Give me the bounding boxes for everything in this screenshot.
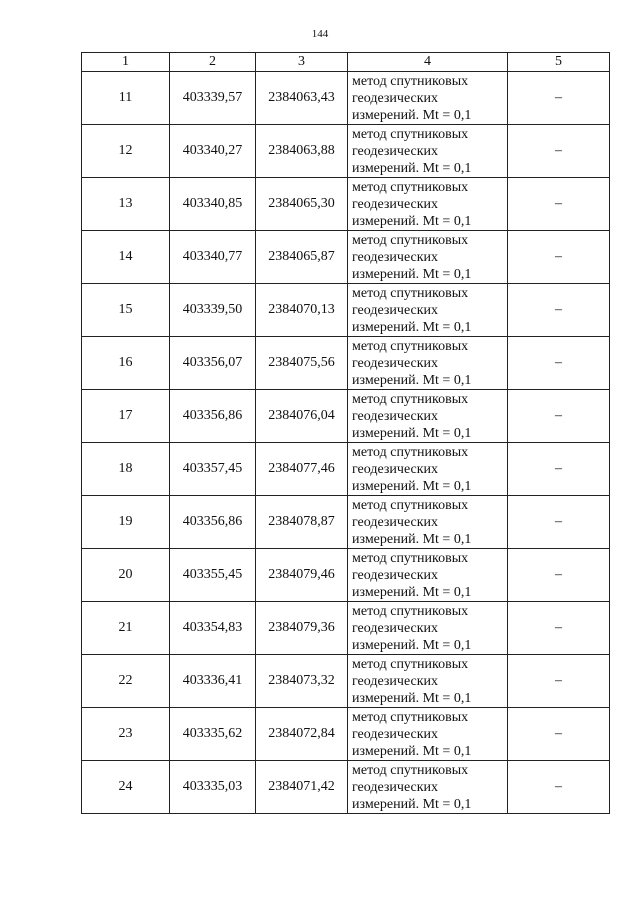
x-coordinate-cell: 403340,27 xyxy=(170,125,256,178)
column-header-3: 3 xyxy=(256,53,348,72)
y-coordinate-cell: 2384071,42 xyxy=(256,761,348,814)
point-number-cell: 19 xyxy=(82,496,170,549)
y-coordinate-cell: 2384075,56 xyxy=(256,337,348,390)
method-line: метод спутниковых xyxy=(352,126,469,142)
table-row xyxy=(82,125,610,178)
method-line: геодезических xyxy=(352,302,439,318)
note-cell: – xyxy=(508,708,610,761)
note-cell: – xyxy=(508,390,610,443)
method-line: геодезических xyxy=(352,726,439,742)
x-coordinate-cell: 403335,03 xyxy=(170,761,256,814)
note-cell: – xyxy=(508,72,610,125)
method-line: измерений. Mt = 0,1 xyxy=(352,690,472,706)
method-line: измерений. Mt = 0,1 xyxy=(352,266,472,282)
y-coordinate-cell: 2384079,36 xyxy=(256,602,348,655)
table-row xyxy=(82,72,610,125)
point-number-cell: 20 xyxy=(82,549,170,602)
note-cell: – xyxy=(508,337,610,390)
point-number-cell: 21 xyxy=(82,602,170,655)
method-line: геодезических xyxy=(352,461,439,477)
method-line: измерений. Mt = 0,1 xyxy=(352,372,472,388)
y-coordinate-cell: 2384070,13 xyxy=(256,284,348,337)
method-cell xyxy=(348,72,508,125)
method-cell xyxy=(348,178,508,231)
method-line: метод спутниковых xyxy=(352,550,469,566)
method-line: метод спутниковых xyxy=(352,709,469,725)
method-cell xyxy=(348,284,508,337)
column-header-1: 1 xyxy=(82,53,170,72)
method-line: метод спутниковых xyxy=(352,391,469,407)
x-coordinate-cell: 403340,77 xyxy=(170,231,256,284)
y-coordinate-cell: 2384073,32 xyxy=(256,655,348,708)
x-coordinate-cell: 403355,45 xyxy=(170,549,256,602)
method-cell xyxy=(348,496,508,549)
x-coordinate-cell: 403335,62 xyxy=(170,708,256,761)
method-line: измерений. Mt = 0,1 xyxy=(352,637,472,653)
y-coordinate-cell: 2384065,87 xyxy=(256,231,348,284)
column-header-2: 2 xyxy=(170,53,256,72)
method-cell xyxy=(348,390,508,443)
method-line: геодезических xyxy=(352,514,439,530)
x-coordinate-cell: 403356,86 xyxy=(170,390,256,443)
method-cell xyxy=(348,761,508,814)
point-number-cell: 17 xyxy=(82,390,170,443)
point-number-cell: 22 xyxy=(82,655,170,708)
method-line: измерений. Mt = 0,1 xyxy=(352,584,472,600)
x-coordinate-cell: 403336,41 xyxy=(170,655,256,708)
column-header-4: 4 xyxy=(348,53,508,72)
method-cell xyxy=(348,549,508,602)
point-number-cell: 24 xyxy=(82,761,170,814)
method-line: метод спутниковых xyxy=(352,444,469,460)
method-line: метод спутниковых xyxy=(352,497,469,513)
note-cell: – xyxy=(508,231,610,284)
method-cell xyxy=(348,231,508,284)
note-cell: – xyxy=(508,655,610,708)
method-cell xyxy=(348,655,508,708)
method-line: метод спутниковых xyxy=(352,179,469,195)
method-cell xyxy=(348,708,508,761)
note-cell: – xyxy=(508,443,610,496)
x-coordinate-cell: 403339,50 xyxy=(170,284,256,337)
point-number-cell: 15 xyxy=(82,284,170,337)
y-coordinate-cell: 2384077,46 xyxy=(256,443,348,496)
method-line: метод спутниковых xyxy=(352,656,469,672)
table-row xyxy=(82,602,610,655)
note-cell: – xyxy=(508,178,610,231)
table-row xyxy=(82,708,610,761)
method-line: метод спутниковых xyxy=(352,232,469,248)
method-line: измерений. Mt = 0,1 xyxy=(352,478,472,494)
y-coordinate-cell: 2384078,87 xyxy=(256,496,348,549)
y-coordinate-cell: 2384072,84 xyxy=(256,708,348,761)
point-number-cell: 18 xyxy=(82,443,170,496)
y-coordinate-cell: 2384079,46 xyxy=(256,549,348,602)
point-number-cell: 14 xyxy=(82,231,170,284)
table-row xyxy=(82,496,610,549)
point-number-cell: 23 xyxy=(82,708,170,761)
method-line: геодезических xyxy=(352,249,439,265)
method-line: геодезических xyxy=(352,90,439,106)
method-line: метод спутниковых xyxy=(352,762,469,778)
method-line: измерений. Mt = 0,1 xyxy=(352,213,472,229)
method-line: измерений. Mt = 0,1 xyxy=(352,796,472,812)
note-cell: – xyxy=(508,284,610,337)
method-cell xyxy=(348,125,508,178)
table-row xyxy=(82,655,610,708)
x-coordinate-cell: 403340,85 xyxy=(170,178,256,231)
table-header-row xyxy=(82,53,610,72)
x-coordinate-cell: 403354,83 xyxy=(170,602,256,655)
method-line: измерений. Mt = 0,1 xyxy=(352,425,472,441)
page-number: 144 xyxy=(311,28,329,40)
table-row xyxy=(82,284,610,337)
method-line: измерений. Mt = 0,1 xyxy=(352,531,472,547)
table-body xyxy=(82,72,610,814)
x-coordinate-cell: 403356,07 xyxy=(170,337,256,390)
table-row xyxy=(82,443,610,496)
y-coordinate-cell: 2384065,30 xyxy=(256,178,348,231)
x-coordinate-cell: 403339,57 xyxy=(170,72,256,125)
method-line: геодезических xyxy=(352,673,439,689)
column-header-5: 5 xyxy=(508,53,610,72)
note-cell: – xyxy=(508,602,610,655)
method-line: геодезических xyxy=(352,620,439,636)
method-line: геодезических xyxy=(352,355,439,371)
table-row xyxy=(82,390,610,443)
x-coordinate-cell: 403357,45 xyxy=(170,443,256,496)
table-row xyxy=(82,231,610,284)
point-number-cell: 11 xyxy=(82,72,170,125)
table-row xyxy=(82,761,610,814)
table-row xyxy=(82,337,610,390)
method-cell xyxy=(348,443,508,496)
y-coordinate-cell: 2384063,43 xyxy=(256,72,348,125)
method-line: метод спутниковых xyxy=(352,603,469,619)
method-line: геодезических xyxy=(352,567,439,583)
method-line: геодезических xyxy=(352,779,439,795)
note-cell: – xyxy=(508,549,610,602)
y-coordinate-cell: 2384076,04 xyxy=(256,390,348,443)
method-cell xyxy=(348,337,508,390)
x-coordinate-cell: 403356,86 xyxy=(170,496,256,549)
method-line: измерений. Mt = 0,1 xyxy=(352,319,472,335)
method-line: геодезических xyxy=(352,143,439,159)
note-cell: – xyxy=(508,125,610,178)
method-line: метод спутниковых xyxy=(352,338,469,354)
point-number-cell: 12 xyxy=(82,125,170,178)
method-line: измерений. Mt = 0,1 xyxy=(352,107,472,123)
note-cell: – xyxy=(508,496,610,549)
table-row xyxy=(82,178,610,231)
point-number-cell: 16 xyxy=(82,337,170,390)
method-cell xyxy=(348,602,508,655)
method-line: измерений. Mt = 0,1 xyxy=(352,160,472,176)
method-line: измерений. Mt = 0,1 xyxy=(352,743,472,759)
point-number-cell: 13 xyxy=(82,178,170,231)
table-row xyxy=(82,549,610,602)
coordinates-table xyxy=(81,52,610,814)
method-line: геодезических xyxy=(352,408,439,424)
method-line: метод спутниковых xyxy=(352,285,469,301)
method-line: геодезических xyxy=(352,196,439,212)
method-line: метод спутниковых xyxy=(352,73,469,89)
y-coordinate-cell: 2384063,88 xyxy=(256,125,348,178)
note-cell: – xyxy=(508,761,610,814)
